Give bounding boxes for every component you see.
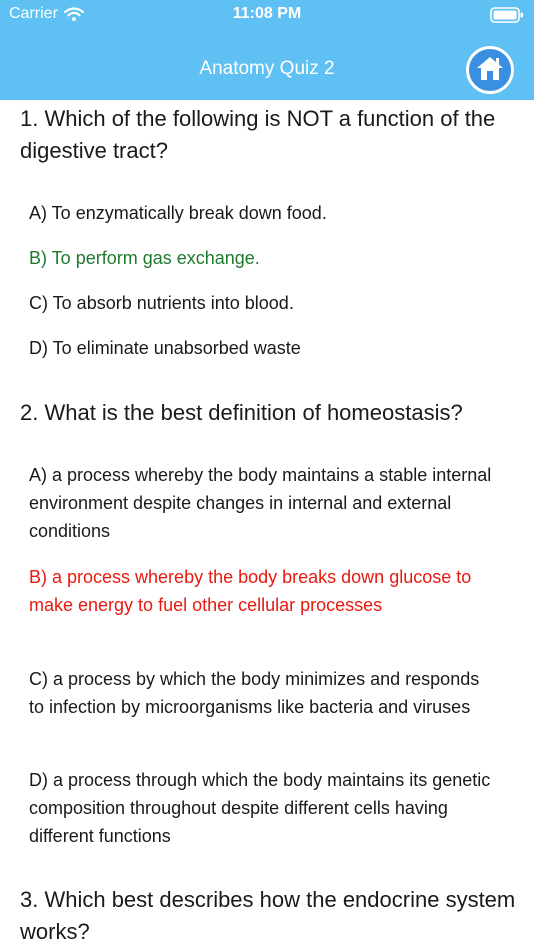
question-2-option-b[interactable]: B) a process whereby the body breaks down glucose to make energy to fuel other cellular processes [29,567,472,615]
question-2-option-c[interactable]: C) a process by which the body minimizes and responds to infection by microorganisms like bacteria and viruses [29,669,480,717]
battery-icon [490,7,524,23]
quiz-content [0,100,534,950]
home-button[interactable] [466,46,514,94]
carrier-label: Carrier [9,5,58,22]
nav-header [0,0,534,100]
question-1-option-c[interactable]: C) To absorb nutrients into blood. [29,293,294,313]
question-1-option-d[interactable]: D) To eliminate unabsorbed waste [29,338,301,358]
status-time: 11:08 PM [232,5,302,22]
question-1: 1. Which of the following is NOT a function of the digestive tract? [20,106,496,163]
question-1-option-a[interactable]: A) To enzymatically break down food. [29,203,327,223]
page-title: Anatomy Quiz 2 [199,58,335,79]
question-1-option-b[interactable]: B) To perform gas exchange. [29,248,260,268]
question-2: 2. What is the best definition of homeostasis? [20,400,463,425]
question-2-option-a[interactable]: A) a process whereby the body maintains a stable internal environment despite changes in internal and external conditions [29,465,492,541]
status-bar [0,0,534,30]
question-2-option-d[interactable]: D) a process through which the body maintains its genetic composition throughout despite different cells having different functions [29,770,491,846]
home-icon [475,54,505,87]
question-3: 3. Which best describes how the endocrine system works? [20,887,516,944]
